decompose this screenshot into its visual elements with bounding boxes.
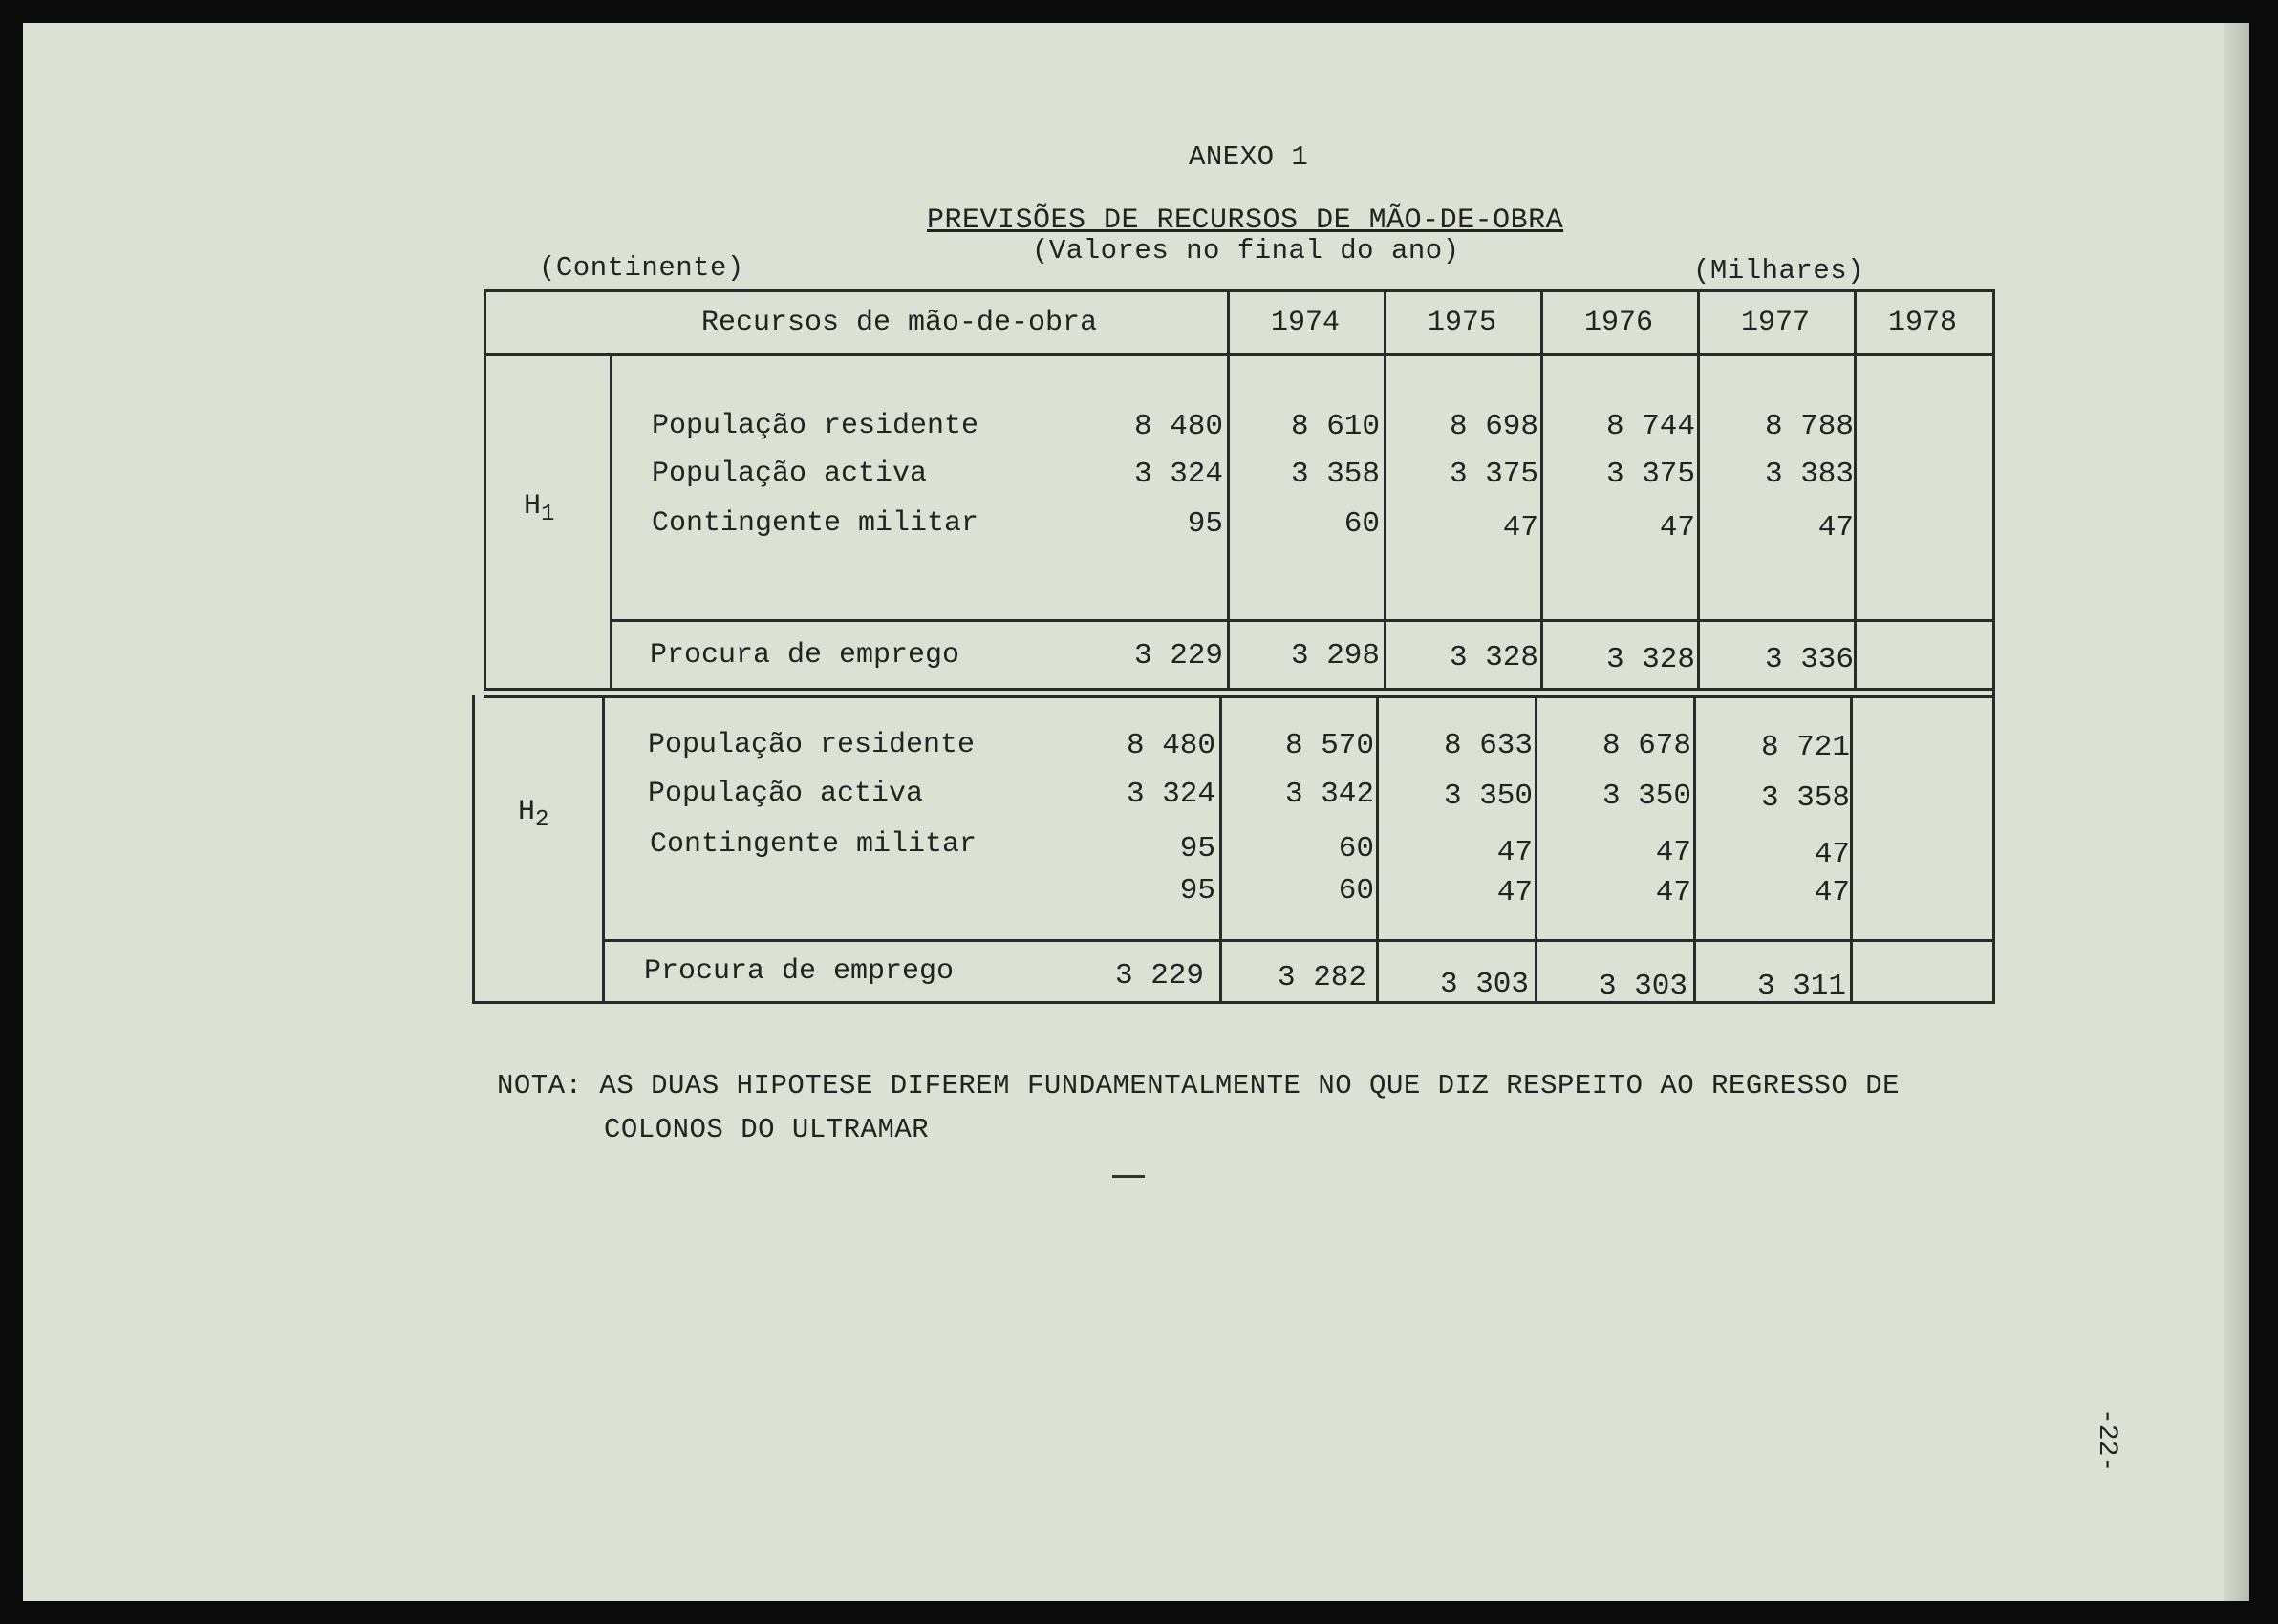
page-number: -22- xyxy=(2092,1408,2121,1473)
table-cell: 47 xyxy=(1659,511,1695,545)
table-cell: 8 678 xyxy=(1601,729,1691,762)
row-label: População residente xyxy=(652,410,979,442)
row-label-total: Procura de emprego xyxy=(650,639,960,672)
table-cell: 47 xyxy=(1496,836,1533,869)
column-header-year: 1976 xyxy=(1583,307,1653,339)
table-cell: 8 744 xyxy=(1605,410,1695,443)
dash-mark xyxy=(1112,1175,1145,1178)
hypothesis-label: $H_2$ xyxy=(518,796,549,833)
row-label: População activa xyxy=(648,778,924,810)
hypothesis-label: $H_1$ xyxy=(524,490,555,527)
row-label: Contingente militar xyxy=(652,507,979,540)
table-cell: 3 336 xyxy=(1764,643,1854,676)
table-cell: 8 570 xyxy=(1284,729,1374,762)
table-cell: 3 324 xyxy=(1133,458,1223,491)
table-cell: 47 xyxy=(1502,511,1538,545)
table-cell: 47 xyxy=(1655,876,1691,909)
units-label: (Milhares) xyxy=(1693,255,1865,287)
table-cell: 3 324 xyxy=(1126,778,1215,811)
row-label: População residente xyxy=(648,729,976,761)
table-cell: 8 698 xyxy=(1449,410,1538,443)
manpower-table xyxy=(472,289,1995,1003)
table-cell: 47 xyxy=(1814,876,1850,909)
table-cell: 95 xyxy=(1187,507,1223,541)
table-cell: 47 xyxy=(1496,876,1533,909)
table-cell: 3 350 xyxy=(1443,780,1533,813)
table-cell: 3 229 xyxy=(1133,639,1223,673)
table-cell: 60 xyxy=(1338,874,1374,908)
annex-label: ANEXO 1 xyxy=(1189,141,1309,173)
table-cell: 3 375 xyxy=(1605,458,1695,491)
table-cell: 3 350 xyxy=(1601,780,1691,813)
table-cell: 60 xyxy=(1343,507,1380,541)
table-cell: 8 480 xyxy=(1133,410,1223,443)
column-header-year: 1978 xyxy=(1887,307,1957,339)
table-cell: 3 282 xyxy=(1277,961,1366,994)
row-label: Contingente militar xyxy=(650,828,978,861)
table-cell: 3 375 xyxy=(1449,458,1538,491)
table-cell: 8 633 xyxy=(1443,729,1533,762)
table-cell: 3 358 xyxy=(1760,781,1850,815)
table-cell: 8 788 xyxy=(1764,410,1854,443)
table-cell: 47 xyxy=(1814,838,1850,871)
table-cell: 3 229 xyxy=(1114,959,1204,993)
page-title: PREVISÕES DE RECURSOS DE MÃO-DE-OBRA xyxy=(927,204,1564,237)
table-cell: 3 311 xyxy=(1756,970,1846,1003)
document-page xyxy=(23,23,2249,1601)
table-cell: 8 721 xyxy=(1760,731,1850,764)
table-cell: 95 xyxy=(1179,832,1215,865)
table-cell: 3 328 xyxy=(1449,641,1538,674)
table-cell: 8 610 xyxy=(1290,410,1380,443)
note-line: COLONOS DO ULTRAMAR xyxy=(604,1114,930,1145)
column-header-year: 1977 xyxy=(1740,307,1810,339)
row-label-total: Procura de emprego xyxy=(644,955,955,988)
column-header-resources: Recursos de mão-de-obra xyxy=(701,307,1098,339)
row-label: População activa xyxy=(652,458,928,490)
note-line: NOTA: AS DUAS HIPOTESE DIFEREM FUNDAMENTALMENTE NO QUE DIZ RESPEITO AO REGRESSO DE xyxy=(497,1070,1901,1101)
table-cell: 3 328 xyxy=(1605,643,1695,676)
table-cell: 3 303 xyxy=(1439,968,1529,1001)
page-subtitle: (Valores no final do ano) xyxy=(1032,235,1460,267)
table-cell: 8 480 xyxy=(1126,729,1215,762)
table-cell: 47 xyxy=(1817,511,1854,545)
page-edge xyxy=(2224,23,2249,1601)
table-cell: 3 303 xyxy=(1598,970,1687,1003)
table-cell: 95 xyxy=(1179,874,1215,908)
table-cell: 3 342 xyxy=(1284,778,1374,811)
table-cell: 3 383 xyxy=(1764,458,1854,491)
table-cell: 47 xyxy=(1655,836,1691,869)
column-header-year: 1975 xyxy=(1427,307,1496,339)
region-label: (Continente) xyxy=(539,252,744,284)
table-cell: 3 358 xyxy=(1290,458,1380,491)
table-cell: 60 xyxy=(1338,832,1374,865)
table-cell: 3 298 xyxy=(1290,639,1380,673)
column-header-year: 1974 xyxy=(1270,307,1340,339)
